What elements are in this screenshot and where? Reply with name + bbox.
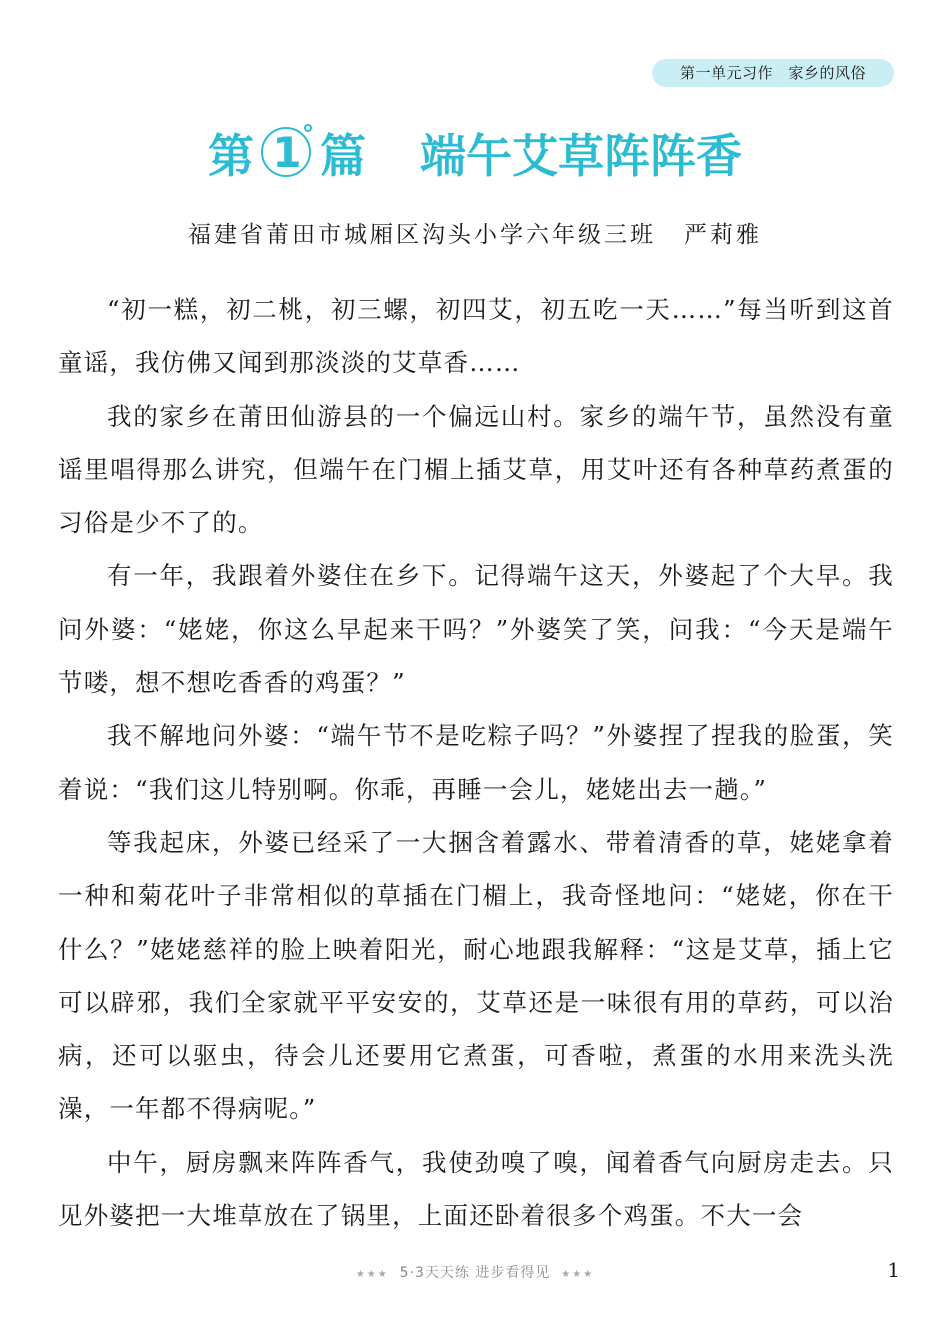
author-line xyxy=(0,216,950,249)
star-icon: ★★★ xyxy=(355,1269,389,1280)
paragraph: 中午，厨房飘来阵阵香气，我使劲嗅了嗅，闻着香气向厨房走去。只见外婆把一大堆草放在了锅里，上面还卧着很多个鸡蛋。不大一会 xyxy=(58,1147,894,1231)
footer-slogan xyxy=(0,1262,950,1282)
paragraph: “初一糕，初二桃，初三螺，初四艾，初五吃一天……”每当听到这首童谣，我仿佛又闻到那淡淡的艾草香…… xyxy=(58,295,894,378)
paragraph: 我不解地问外婆：“端午节不是吃粽子吗？”外婆捏了捏我的脸蛋，笑着说：“我们这儿特别啊。你乖，再睡一会儿，姥姥出去一趟。” xyxy=(58,721,894,804)
star-icon: ★★★ xyxy=(561,1269,595,1280)
paragraph: 有一年，我跟着外婆住在乡下。记得端午这天，外婆起了个大早。我问外婆：“姥姥，你这么早起来干吗？”外婆笑了笑，问我：“今天是端午节喽，想不想吃香香的鸡蛋？” xyxy=(58,561,894,698)
title-prefix: 第 xyxy=(208,129,254,183)
title-suffix: 篇 xyxy=(320,129,366,183)
page-title xyxy=(0,118,950,188)
title-number-badge xyxy=(258,124,316,182)
page-number: 1 xyxy=(887,1258,900,1282)
unit-tag: 第一单元习作 家乡的风俗 xyxy=(652,59,894,87)
paragraph: 我的家乡在莆田仙游县的一个偏远山村。家乡的端午节，虽然没有童谣里唱得那么讲究，但端午在门楣上插艾草，用艾叶还有各种草药煮蛋的习俗是少不了的。 xyxy=(58,401,894,538)
author-school: 福建省莆田市城厢区沟头小学六年级三班 xyxy=(188,222,656,248)
author-name: 严莉雅 xyxy=(684,222,762,248)
title-text: 端午艾草阵阵香 xyxy=(420,129,742,183)
essay-body xyxy=(58,283,894,1242)
title-number: 1 xyxy=(272,128,302,177)
paragraph: 等我起床，外婆已经采了一大捆含着露水、带着清香的草，姥姥拿着一种和菊花叶子非常相似的草插在门楣上，我奇怪地问：“姥姥，你在干什么？”姥姥慈祥的脸上映着阳光，耐心地跟我解释：“这是艾草，插上它可以辟邪，我们全家就平平安安的，艾草还是一味很有用的草药，可以治病，还可以驱虫，待会儿还要用它煮蛋，可香啦，煮蛋的水用来洗头洗澡，一年都不得病呢。” xyxy=(58,827,894,1124)
footer-text: 5·3天天练 进步看得见 xyxy=(399,1265,551,1281)
